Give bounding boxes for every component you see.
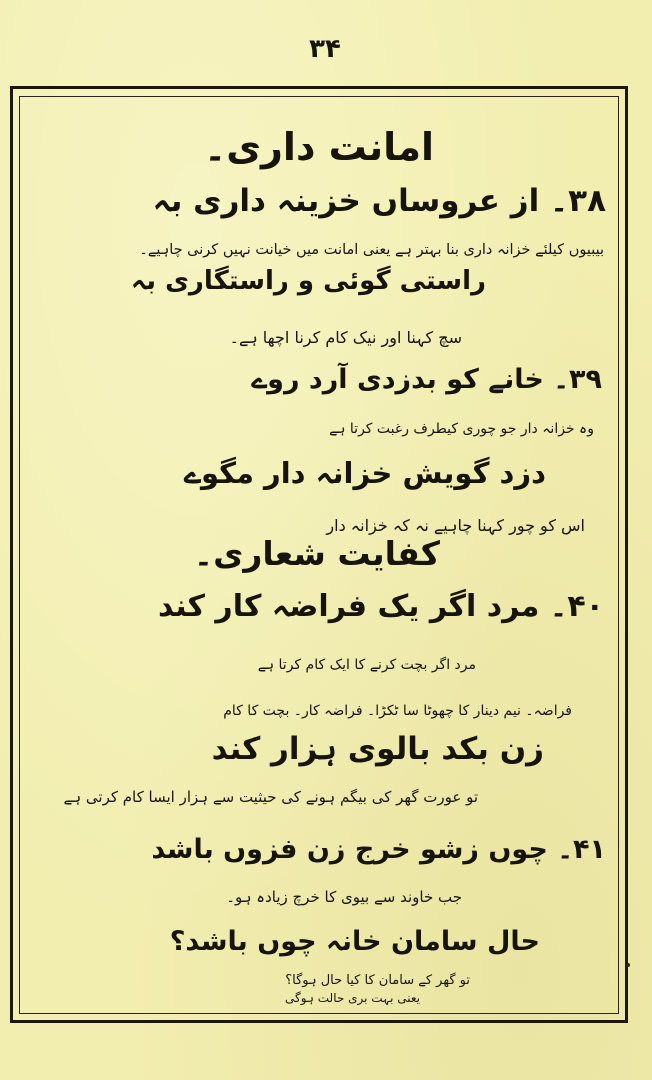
verse-41-second-line: حال سامان خانہ چوں باشد؟ <box>169 926 540 957</box>
page-number: ۳۴ <box>309 34 341 64</box>
section-heading-amanat-dari: امانت داری۔ <box>203 125 434 169</box>
translation-39: وہ خزانہ دار جو چوری کیطرف رغبت کرتا ہے <box>329 421 594 437</box>
translation-41-second-line: تو گھر کے سامان کا کیا حال ہوگا؟ <box>285 973 470 988</box>
verse-40-second-line: زن بکد بالوی ہزار کند <box>211 731 544 767</box>
verse-39-second-line: دزد گویش خزانہ دار مگوے <box>183 456 546 490</box>
verse-41: ۴۱۔ چوں زشو خرج زن فزوں باشد <box>151 834 606 865</box>
verse-39: ۳۹۔ خانے کو بدزدی آرد روے <box>251 364 602 395</box>
translation-38: بیبیوں کیلئے خزانہ داری بنا بہتر ہے یعنی امانت میں خیانت نہیں کرنی چاہیے۔ <box>139 242 604 258</box>
section-heading-kifayat-shiari: کفایت شعاری۔ <box>193 534 440 573</box>
verse-38: ۳۸۔ از عروساں خزینہ داری بہ <box>152 183 606 219</box>
explanatory-note-41: یعنی بہت بری حالت ہوگی <box>285 991 420 1005</box>
translation-40-second-line: تو عورت گھر کی بیگم ہونے کی حیثیت سے ہزار ایسا کام کرتی ہے <box>63 788 478 806</box>
verse-40: ۴۰۔ مرد اگر یک فراضہ کار کند <box>157 589 604 624</box>
translation-38-second-line: سچ کہنا اور نیک کام کرنا اچھا ہے۔ <box>229 328 462 347</box>
translation-40: مرد اگر بچت کرنے کا ایک کام کرتا ہے <box>257 657 476 673</box>
translation-39-second-line: اس کو چور کہنا چاہیے نہ کہ خزانہ دار <box>326 516 585 535</box>
verse-38-second-line: راستی گوئی و راستگاری بہ <box>131 266 486 296</box>
glossary-faraza: فراضہ۔ نیم دینار کا چھوٹا سا ٹکڑا۔ فراضہ کار۔ بچت کا کام <box>223 703 572 719</box>
ink-speck <box>626 963 630 967</box>
translation-41: جب خاوند سے بیوی کا خرچ زیادہ ہو۔ <box>226 888 462 906</box>
